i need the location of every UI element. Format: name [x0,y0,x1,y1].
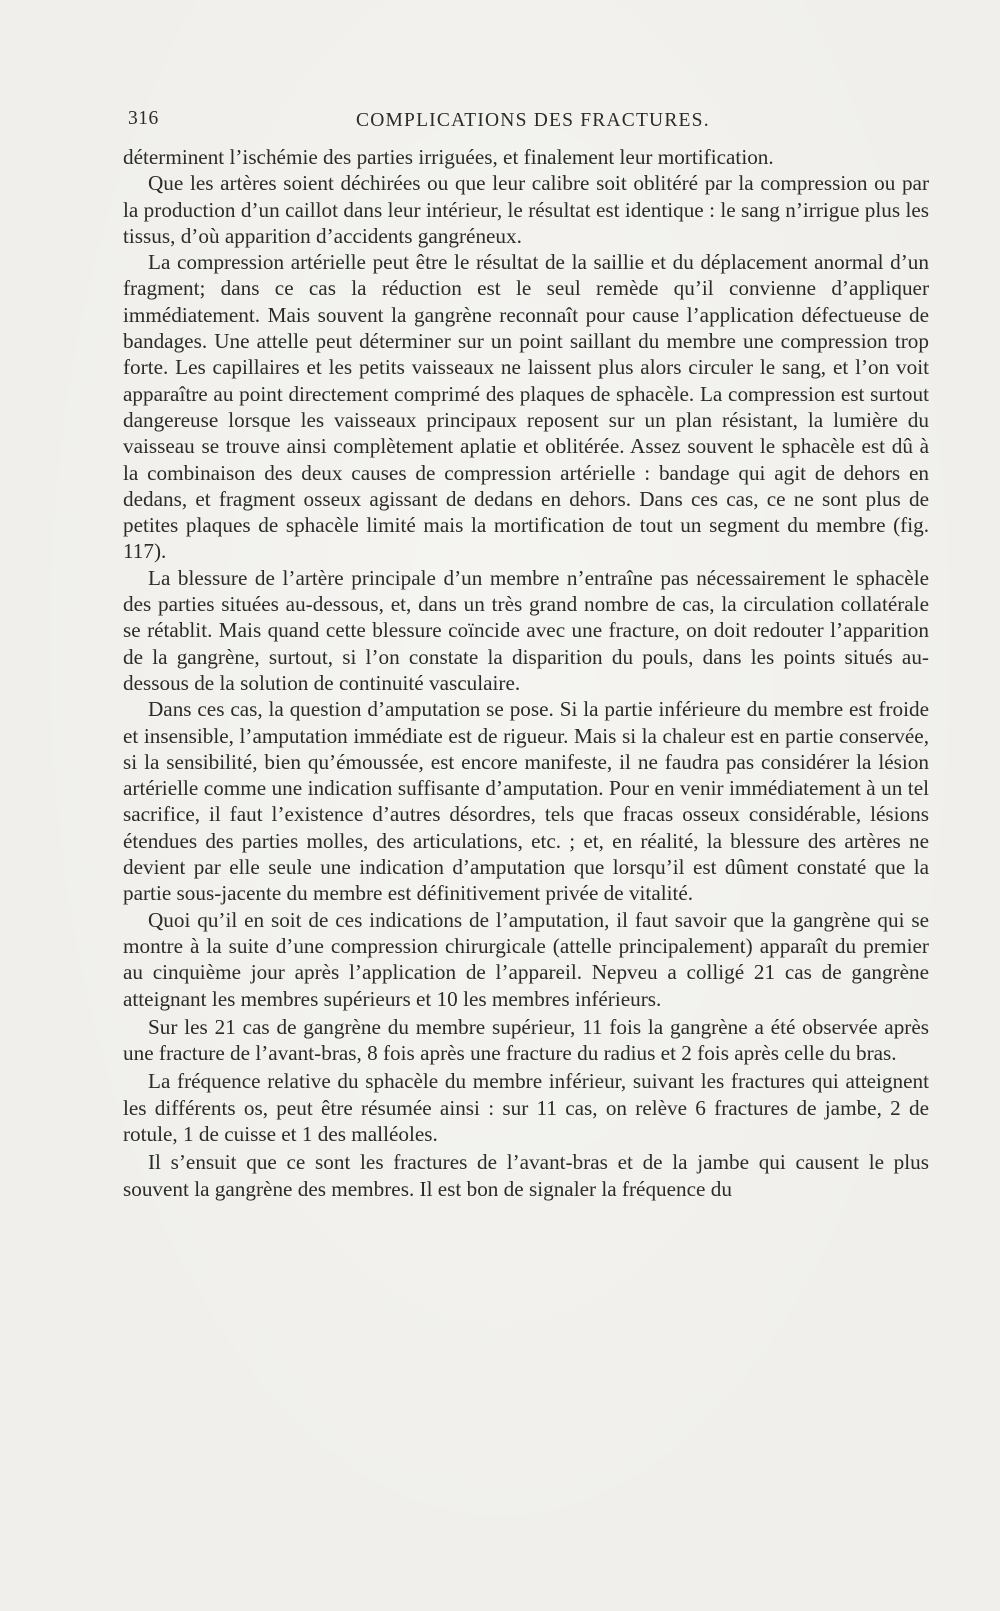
running-title: COMPLICATIONS DES FRACTURES. [356,110,710,131]
body-text [123,144,929,1202]
paragraph: Sur les 21 cas de gangrène du membre supérieur, 11 fois la gangrène a été observée après une fracture de l’avant-bras, 8 fois après une fracture du radius et 2 fois après celle du bras. [123,1014,929,1066]
page-header [128,108,928,138]
page-number: 316 [128,108,159,129]
paragraph: La fréquence relative du sphacèle du membre inférieur, suivant les fractures qui atteignent les différents os, peut être résumée ainsi : sur 11 cas, on relève 6 fractures de jambe, 2 de rotule, 1 de cuisse et 1 des malléoles. [123,1069,929,1146]
paragraph-continuation: déterminent l’ischémie des parties irriguées, et finalement leur mortification. [123,145,774,169]
paragraph: La compression artérielle peut être le résultat de la saillie et du déplacement anormal d’un fragment; dans ce cas la réduction est le seul remède qu’il convienne d’appliquer immédiatement. Mais souvent la gangrène reconnaît pour cause l’application défectueuse de bandages. Une attelle peut déterminer sur un point saillant du membre une compression trop forte. Les capillaires et les petits vaisseaux ne laissent plus alors circuler le sang, et l’on voit apparaître au point directement comprimé des plaques de sphacèle. La compression est surtout dangereuse lorsque les vaisseaux principaux reposent sur un plan résistant, la lumière du vaisseau se trouve ainsi complètement aplatie et oblitérée. Assez souvent le sphacèle est dû à la combinaison des deux causes de compression artérielle : bandage qui agit de dehors en dedans, et fragment osseux agissant de dedans en dehors. Dans ces cas, ce ne sont plus de petites plaques de sphacèle limité mais la mortification de tout un segment du membre (fig. 117). [123,250,929,564]
paragraph: Dans ces cas, la question d’amputation se pose. Si la partie inférieure du membre est froide et insensible, l’amputation immédiate est de rigueur. Mais si la chaleur est en partie conservée, si la sensibilité, bien qu’émoussée, est encore manifeste, il ne faudra pas considérer la lésion artérielle comme une indication suffisante d’amputation. Pour en venir immédiatement à un tel sacrifice, il faut l’existence d’autres désordres, tels que fracas osseux considérable, lésions étendues des parties molles, des articulations, etc. ; et, en réalité, la blessure des artères ne devient par elle seule une indication d’amputation que lorsqu’il est dûment constaté que la partie sous-jacente du membre est définitivement privée de vitalité. [123,697,929,906]
paragraph: Que les artères soient déchirées ou que leur calibre soit oblitéré par la compression ou par la production d’un caillot dans leur intérieur, le résultat est identique : le sang n’irrigue plus les tissus, d’où apparition d’accidents gangréneux. [123,171,929,248]
paragraph: Quoi qu’il en soit de ces indications de l’amputation, il faut savoir que la gangrène qui se montre à la suite d’une compression chirurgicale (attelle principalement) apparaît du premier au cinquième jour après l’application de l’appareil. Nepveu a colligé 21 cas de gangrène atteignant les membres supérieurs et 10 les membres inférieurs. [123,907,929,1011]
paragraph: La blessure de l’artère principale d’un membre n’entraîne pas nécessairement le sphacèle des parties situées au-dessous, et, dans un très grand nombre de cas, la circulation collatérale se rétablit. Mais quand cette blessure coïncide avec une fracture, on doit redouter l’apparition de la gangrène, surtout, si l’on constate la disparition du pouls, dans les points situés au-dessous de la solution de continuité vasculaire. [123,565,929,695]
paragraph: Il s’ensuit que ce sont les fractures de l’avant-bras et de la jambe qui causent le plus souvent la gangrène des membres. Il est bon de signaler la fréquence du [123,1150,929,1201]
